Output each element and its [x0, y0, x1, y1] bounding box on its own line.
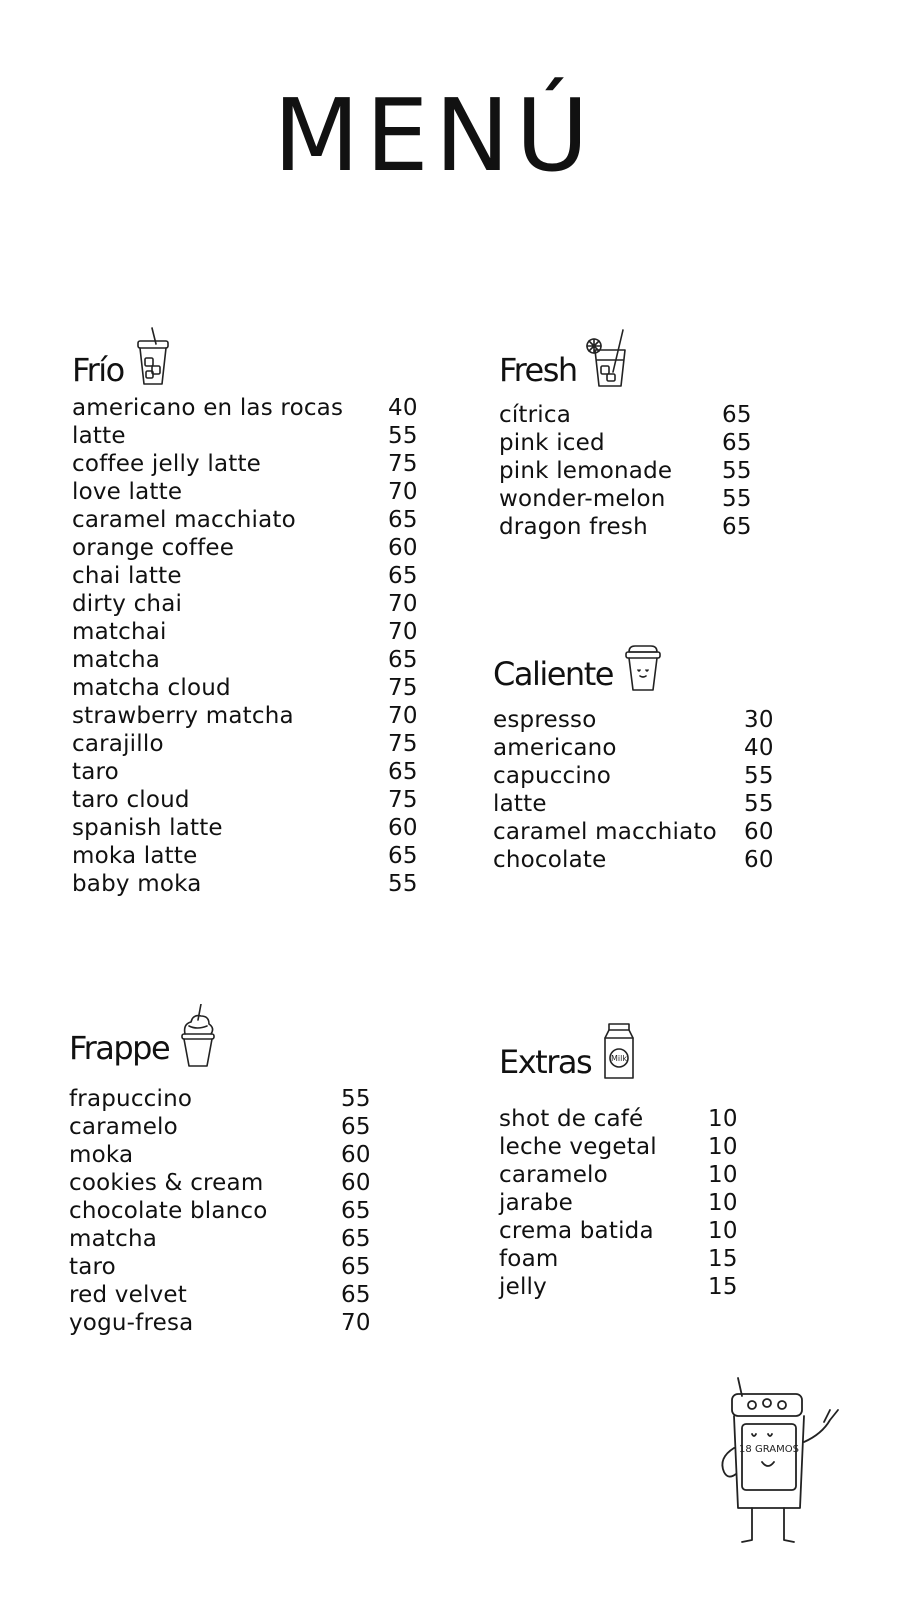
menu-item-row — [493, 790, 774, 818]
item-list — [69, 1085, 371, 1337]
item-name: espresso — [493, 707, 597, 733]
item-name: pink iced — [499, 430, 605, 456]
drink-mascot-icon — [712, 1376, 848, 1548]
item-name: matcha — [69, 1226, 158, 1252]
item-price: 75 — [388, 731, 418, 757]
section-frio — [72, 326, 418, 898]
menu-item-row — [72, 814, 418, 842]
menu-item-row — [69, 1309, 371, 1337]
item-price: 70 — [388, 479, 418, 505]
item-name: yogu-fresa — [69, 1310, 194, 1336]
menu-item-row — [69, 1253, 371, 1281]
item-name: moka — [69, 1142, 134, 1168]
item-price: 55 — [722, 458, 752, 484]
menu-item-row — [499, 485, 752, 513]
milk-carton-icon — [597, 1018, 643, 1082]
menu-item-row — [499, 1217, 738, 1245]
item-price: 30 — [744, 707, 774, 733]
section-extras — [499, 1018, 738, 1301]
menu-item-row — [69, 1281, 371, 1309]
item-name: matcha cloud — [72, 675, 231, 701]
item-price: 15 — [708, 1274, 738, 1300]
menu-item-row — [72, 534, 418, 562]
menu-item-row — [72, 870, 418, 898]
section-title: Extras — [499, 1043, 592, 1081]
menu-item-row — [493, 762, 774, 790]
item-name: pink lemonade — [499, 458, 673, 484]
item-price: 55 — [744, 791, 774, 817]
section-title: Fresh — [499, 351, 577, 389]
item-price: 70 — [388, 703, 418, 729]
item-list — [499, 401, 752, 541]
item-price: 60 — [341, 1170, 371, 1196]
item-price: 65 — [341, 1114, 371, 1140]
menu-item-row — [72, 450, 418, 478]
menu-item-row — [72, 618, 418, 646]
menu-item-row — [72, 646, 418, 674]
item-list — [493, 706, 774, 874]
item-name: caramelo — [499, 1162, 608, 1188]
menu-item-row — [72, 674, 418, 702]
menu-item-row — [72, 422, 418, 450]
item-price: 70 — [388, 591, 418, 617]
hot-cup-icon — [619, 630, 665, 694]
item-name: cookies & cream — [69, 1170, 264, 1196]
menu-item-row — [499, 1161, 738, 1189]
menu-item-row — [69, 1169, 371, 1197]
item-price: 60 — [388, 815, 418, 841]
item-name: jelly — [499, 1274, 547, 1300]
menu-item-row — [69, 1141, 371, 1169]
section-header — [499, 326, 752, 390]
item-price: 60 — [388, 535, 418, 561]
item-price: 10 — [708, 1134, 738, 1160]
item-name: foam — [499, 1246, 559, 1272]
menu-item-row — [72, 394, 418, 422]
item-name: moka latte — [72, 843, 198, 869]
item-name: taro cloud — [72, 787, 190, 813]
item-price: 60 — [341, 1142, 371, 1168]
item-name: chocolate — [493, 847, 607, 873]
item-price: 70 — [388, 619, 418, 645]
item-price: 75 — [388, 675, 418, 701]
menu-item-row — [69, 1197, 371, 1225]
menu-item-row — [499, 429, 752, 457]
item-name: crema batida — [499, 1218, 654, 1244]
item-price: 10 — [708, 1162, 738, 1188]
menu-item-row — [499, 457, 752, 485]
menu-item-row — [72, 590, 418, 618]
item-name: americano — [493, 735, 617, 761]
item-name: leche vegetal — [499, 1134, 657, 1160]
item-price: 65 — [722, 430, 752, 456]
item-name: chocolate blanco — [69, 1198, 268, 1224]
section-caliente — [493, 630, 774, 874]
section-header — [72, 326, 418, 390]
item-price: 40 — [744, 735, 774, 761]
item-name: cítrica — [499, 402, 572, 428]
menu-item-row — [72, 478, 418, 506]
menu-item-row — [499, 1245, 738, 1273]
item-price: 65 — [388, 647, 418, 673]
item-name: taro — [72, 759, 119, 785]
item-price: 10 — [708, 1106, 738, 1132]
menu-item-row — [499, 513, 752, 541]
item-price: 65 — [388, 759, 418, 785]
item-name: taro — [69, 1254, 116, 1280]
item-name: caramel macchiato — [72, 507, 296, 533]
item-price: 60 — [744, 847, 774, 873]
item-name: strawberry matcha — [72, 703, 294, 729]
menu-item-row — [69, 1113, 371, 1141]
menu-title: MENÚ — [273, 77, 595, 194]
menu-item-row — [72, 786, 418, 814]
item-name: wonder-melon — [499, 486, 666, 512]
section-fresh — [499, 326, 752, 541]
item-name: coffee jelly latte — [72, 451, 262, 477]
item-price: 65 — [341, 1226, 371, 1252]
item-price: 40 — [388, 395, 418, 421]
menu-item-row — [499, 1133, 738, 1161]
item-list — [499, 1105, 738, 1301]
item-name: chai latte — [72, 563, 182, 589]
menu-item-row — [72, 730, 418, 758]
menu-item-row — [72, 702, 418, 730]
section-title: Frío — [72, 351, 124, 389]
menu-item-row — [493, 734, 774, 762]
item-price: 65 — [388, 563, 418, 589]
menu-item-row — [72, 758, 418, 786]
section-header — [499, 1018, 738, 1082]
item-name: love latte — [72, 479, 183, 505]
item-price: 15 — [708, 1246, 738, 1272]
item-price: 75 — [388, 451, 418, 477]
menu-item-row — [493, 818, 774, 846]
menu-item-row — [72, 842, 418, 870]
section-header — [493, 630, 774, 694]
menu-item-row — [499, 1189, 738, 1217]
section-header — [69, 1004, 371, 1068]
item-name: carajillo — [72, 731, 164, 757]
menu-item-row — [499, 1105, 738, 1133]
item-price: 65 — [722, 402, 752, 428]
lemonade-glass-icon — [583, 326, 629, 390]
item-price: 65 — [388, 507, 418, 533]
item-price: 65 — [341, 1254, 371, 1280]
frappe-cup-icon — [175, 1004, 221, 1068]
item-price: 55 — [722, 486, 752, 512]
item-name: red velvet — [69, 1282, 187, 1308]
menu-item-row — [499, 401, 752, 429]
item-name: americano en las rocas — [72, 395, 344, 421]
menu-item-row — [69, 1085, 371, 1113]
mascot-label: 18 GRAMOS — [739, 1444, 799, 1455]
item-name: caramelo — [69, 1114, 178, 1140]
item-price: 65 — [341, 1198, 371, 1224]
milk-carton-label: Milk — [611, 1054, 628, 1063]
item-price: 65 — [388, 843, 418, 869]
item-name: caramel macchiato — [493, 819, 717, 845]
menu-item-row — [499, 1273, 738, 1301]
menu-item-row — [72, 506, 418, 534]
item-price: 65 — [722, 514, 752, 540]
item-price: 55 — [744, 763, 774, 789]
menu-item-row — [72, 562, 418, 590]
item-price: 10 — [708, 1190, 738, 1216]
item-price: 65 — [341, 1282, 371, 1308]
menu-item-row — [493, 706, 774, 734]
item-price: 10 — [708, 1218, 738, 1244]
item-list — [72, 394, 418, 898]
item-name: baby moka — [72, 871, 202, 897]
item-price: 55 — [341, 1086, 371, 1112]
item-price: 55 — [388, 423, 418, 449]
item-name: matcha — [72, 647, 161, 673]
item-name: orange coffee — [72, 535, 235, 561]
item-price: 70 — [341, 1310, 371, 1336]
section-title: Caliente — [493, 655, 613, 693]
item-name: capuccino — [493, 763, 612, 789]
item-price: 60 — [744, 819, 774, 845]
item-name: spanish latte — [72, 815, 223, 841]
section-frappe — [69, 1004, 371, 1337]
iced-drink-icon — [130, 326, 176, 390]
item-name: latte — [493, 791, 547, 817]
item-price: 55 — [388, 871, 418, 897]
menu-item-row — [493, 846, 774, 874]
item-name: dirty chai — [72, 591, 183, 617]
item-price: 75 — [388, 787, 418, 813]
item-name: latte — [72, 423, 126, 449]
section-title: Frappe — [69, 1029, 170, 1067]
item-name: matchai — [72, 619, 167, 645]
menu-item-row — [69, 1225, 371, 1253]
item-name: dragon fresh — [499, 514, 648, 540]
item-name: jarabe — [499, 1190, 573, 1216]
item-name: shot de café — [499, 1106, 644, 1132]
item-name: frapuccino — [69, 1086, 193, 1112]
